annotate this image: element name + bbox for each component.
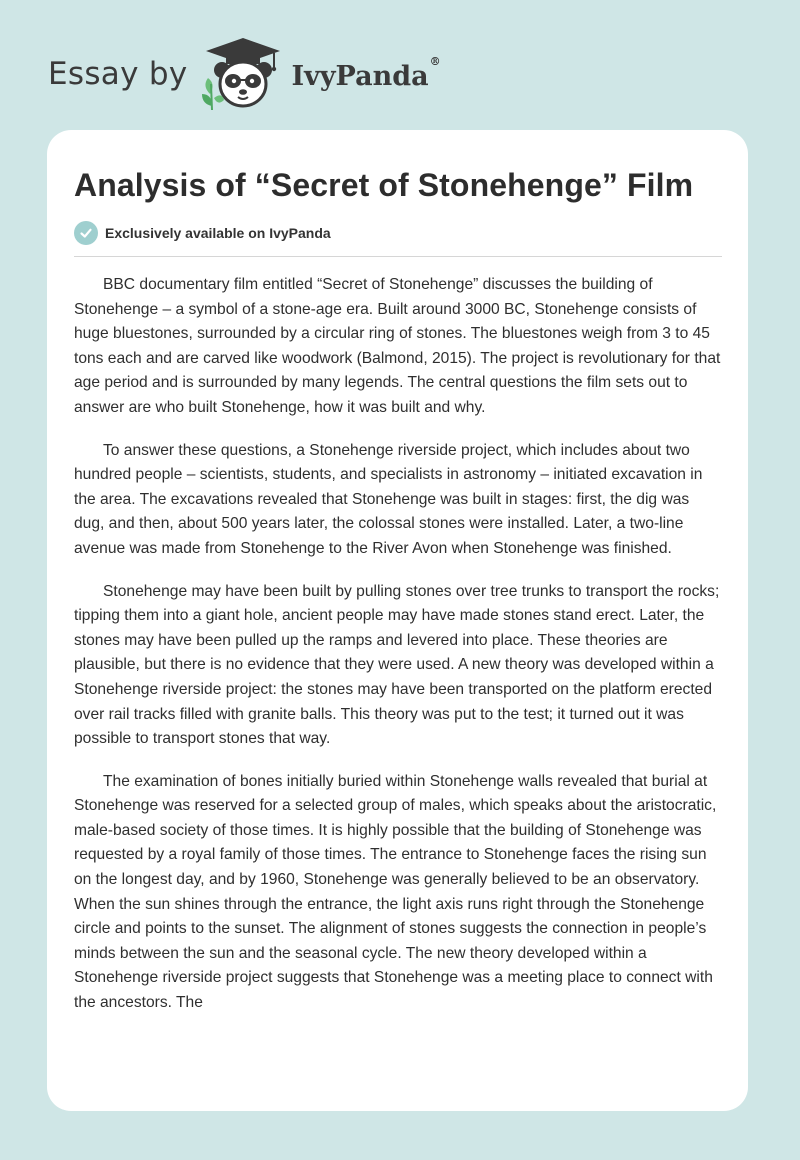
page-title: Analysis of “Secret of Stonehenge” Film xyxy=(74,167,694,203)
divider xyxy=(74,256,722,257)
brand-name: IvyPanda® xyxy=(291,54,441,92)
site-header xyxy=(48,34,441,114)
essay-body xyxy=(74,273,722,1016)
paragraph: BBC documentary film entitled “Secret of Stonehenge” discusses the building of Stonehenge – a symbol of a stone-age era. Built around 3000 BC, Stonehenge consists of huge bluestones, surrounded by a circular ring of stones. The bluestones weigh from 3 to 45 tons each and are carved like woodwork (Balmond, 2015). The project is revolutionary for that age period and is surrounded by many legends. The central questions the film sets out to answer are who built Stonehenge, how it was built and why. xyxy=(74,276,721,416)
registered-mark: ® xyxy=(429,54,441,68)
paragraph: The examination of bones initially buried within Stonehenge walls revealed that burial at Stonehenge was reserved for a selected group of males, which speaks about the aristocratic, male-based society of those times. It is highly possible that the building of Stonehenge was requested by a royal family of those times. The entrance to Stonehenge faces the rising sun on the longest day, and by 1960, Stonehenge was generally believed to be an observatory. When the sun shines through the entrance, the light axis runs right through the Stonehenge circle and points to the sunset. The alignment of stones suggests the connection in people’s minds between the sun and the seasonal cycle. The new theory developed within a Stonehenge riverside project suggests that Stonehenge was a meeting place to connect with the ancestors. The xyxy=(74,772,717,1012)
ivypanda-logo[interactable] xyxy=(200,34,441,114)
paragraph: To answer these questions, a Stonehenge riverside project, which includes about two hundred people – scientists, students, and specialists in astronomy – initiated excavation in the area. The excavations revealed that Stonehenge was built in stages: first, the dig was dug, and then, about 500 years later, the colossal stones were installed. Later, a two-line avenue was made from Stonehenge to the River Avon when Stonehenge was finished. xyxy=(74,441,703,557)
exclusive-label: Exclusively available on IvyPanda xyxy=(105,225,331,241)
essay-by-label: Essay by xyxy=(48,56,188,92)
panda-graduate-logo-icon xyxy=(200,34,286,114)
essay-card xyxy=(47,130,748,1111)
paragraph: Stonehenge may have been built by pulling stones over tree trunks to transport the rocks; tipping them into a giant hole, ancient people may have made stones stand erect. Later, the stones may have been pulled up the ramps and levered into place. These theories are plausible, but there is no evidence that they were used. A new theory was developed within a Stonehenge riverside project: the stones may have been transported on the platform erected over rail tracks filled with granite balls. This theory was put to the test; it turned out it was possible to transport stones that way. xyxy=(74,582,720,748)
check-circle-icon xyxy=(74,221,98,245)
exclusive-badge xyxy=(74,220,722,246)
